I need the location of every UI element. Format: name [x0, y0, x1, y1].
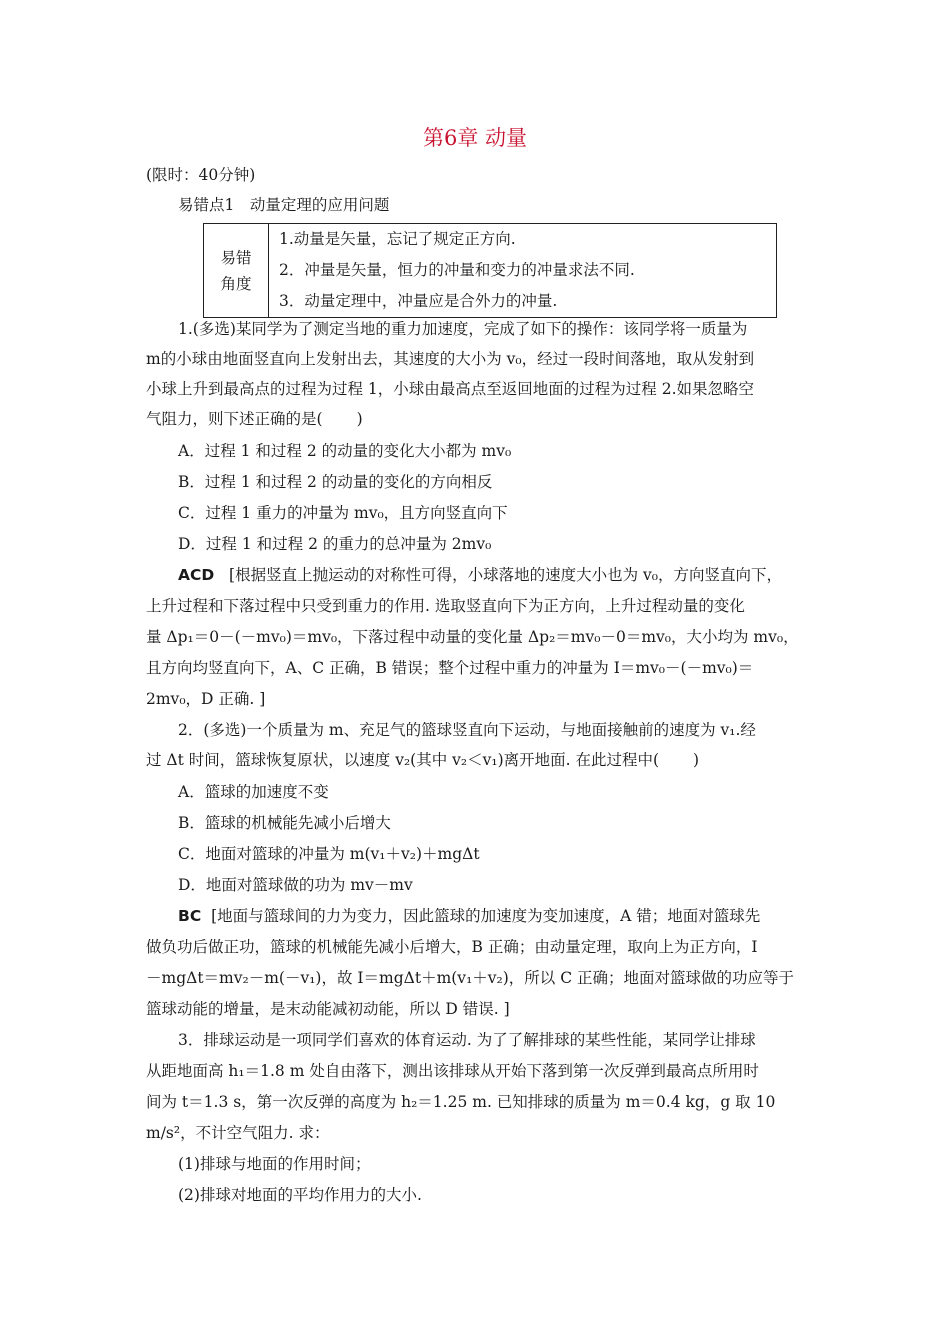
q1-stem-line: 1.(多选)某同学为了测定当地的重力加速度，完成了如下的操作：该同学将一质量为 [178, 320, 748, 338]
q2-option-b: B．篮球的机械能先减小后增大 [178, 814, 391, 832]
q1-answer-key: ACD [178, 566, 215, 584]
q2-option-c: C．地面对篮球的冲量为 m(v₁＋v₂)＋mgΔt [178, 845, 480, 863]
q2-option-d: D．地面对篮球做的功为 mv－mv [178, 876, 413, 894]
error-angle-item: 2．冲量是矢量，恒力的冲量和变力的冲量求法不同. [279, 261, 635, 279]
chapter-title: 第6章 动量 [422, 126, 528, 150]
q1-stem-line: 小球上升到最高点的过程为过程 1，小球由最高点至返回地面的过程为过程 2.如果忽略空 [146, 380, 755, 398]
q1-answer-line: ACD [根据竖直上抛运动的对称性可得，小球落地的速度大小也为 v₀，方向竖直向下， [178, 566, 782, 584]
q1-answer-line: 量 Δp₁＝0－(－mv₀)＝mv₀，下落过程中动量的变化量 Δp₂＝mv₀－0＝mv₀，大小均为 mv₀， [146, 628, 799, 646]
q2-answer-key: BC [178, 907, 202, 925]
q2-answer-line: 做负功后做正功，篮球的机械能先减小后增大，B 正确；由动量定理，取向上为正方向，I [146, 938, 758, 956]
q1-option-b: B．过程 1 和过程 2 的动量的变化的方向相反 [178, 473, 493, 491]
section-heading: 易错点1 动量定理的应用问题 [178, 196, 390, 214]
q1-answer-line: 2mv₀，D 正确. ] [146, 690, 266, 708]
q3-sub-question: (2)排球对地面的平均作用力的大小. [178, 1186, 422, 1204]
error-angle-items [269, 224, 777, 318]
q2-stem-line: 2．(多选)一个质量为 m、充足气的篮球竖直向下运动，与地面接触前的速度为 v₁.经 [178, 721, 756, 739]
q3-stem-line: 3．排球运动是一项同学们喜欢的体育运动. 为了了解排球的某些性能，某同学让排球 [178, 1031, 756, 1049]
q1-stem-line: m的小球由地面竖直向上发射出去，其速度的大小为 v₀，经过一段时间落地，取从发射到 [146, 350, 755, 368]
q1-option-a: A．过程 1 和过程 2 的动量的变化大小都为 mv₀ [178, 442, 512, 460]
time-limit: (限时：40分钟) [146, 166, 256, 184]
q1-answer-line: 上升过程和下落过程中只受到重力的作用. 选取竖直向下为正方向，上升过程动量的变化 [146, 597, 745, 615]
q1-option-d: D．过程 1 和过程 2 的重力的总冲量为 2mv₀ [178, 535, 492, 553]
error-angle-label: 易错 角度 [204, 224, 269, 318]
error-angle-item: 1.动量是矢量，忘记了规定正方向. [279, 230, 516, 248]
q2-stem-line: 过 Δt 时间，篮球恢复原状，以速度 v₂(其中 v₂＜v₁)离开地面. 在此过程中( ) [146, 751, 700, 769]
q1-answer-line: 且方向均竖直向下，A、C 正确，B 错误；整个过程中重力的冲量为 I＝mv₀－(－mv₀)＝ [146, 659, 754, 677]
q1-option-c: C．过程 1 重力的冲量为 mv₀，且方向竖直向下 [178, 504, 508, 522]
q2-answer-line: BC [地面与篮球间的力为变力，因此篮球的加速度为变加速度，A 错；地面对篮球先 [178, 907, 761, 925]
error-angle-item: 3．动量定理中，冲量应是合外力的冲量. [279, 292, 558, 310]
q1-stem-line: 气阻力，则下述正确的是( ) [146, 410, 363, 428]
q3-stem-line: 间为 t＝1.3 s，第一次反弹的高度为 h₂＝1.25 m. 已知排球的质量为 m＝0.4 kg，g 取 10 [146, 1093, 776, 1111]
error-angle-table [203, 223, 777, 318]
q2-answer-line: －mgΔt＝mv₂－m(－v₁)，故 I＝mgΔt＋m(v₁＋v₂)，所以 C 正确；地面对篮球做的功应等于 [146, 969, 795, 987]
q2-answer-line: 篮球动能的增量，是末动能减初动能，所以 D 错误. ] [146, 1000, 510, 1018]
q3-stem-line: m/s²，不计空气阻力. 求： [146, 1124, 330, 1142]
q3-sub-question: (1)排球与地面的作用时间； [178, 1155, 371, 1173]
q2-option-a: A．篮球的加速度不变 [178, 783, 329, 801]
q3-stem-line: 从距地面高 h₁＝1.8 m 处自由落下，测出该排球从开始下落到第一次反弹到最高点所用时 [146, 1062, 759, 1080]
